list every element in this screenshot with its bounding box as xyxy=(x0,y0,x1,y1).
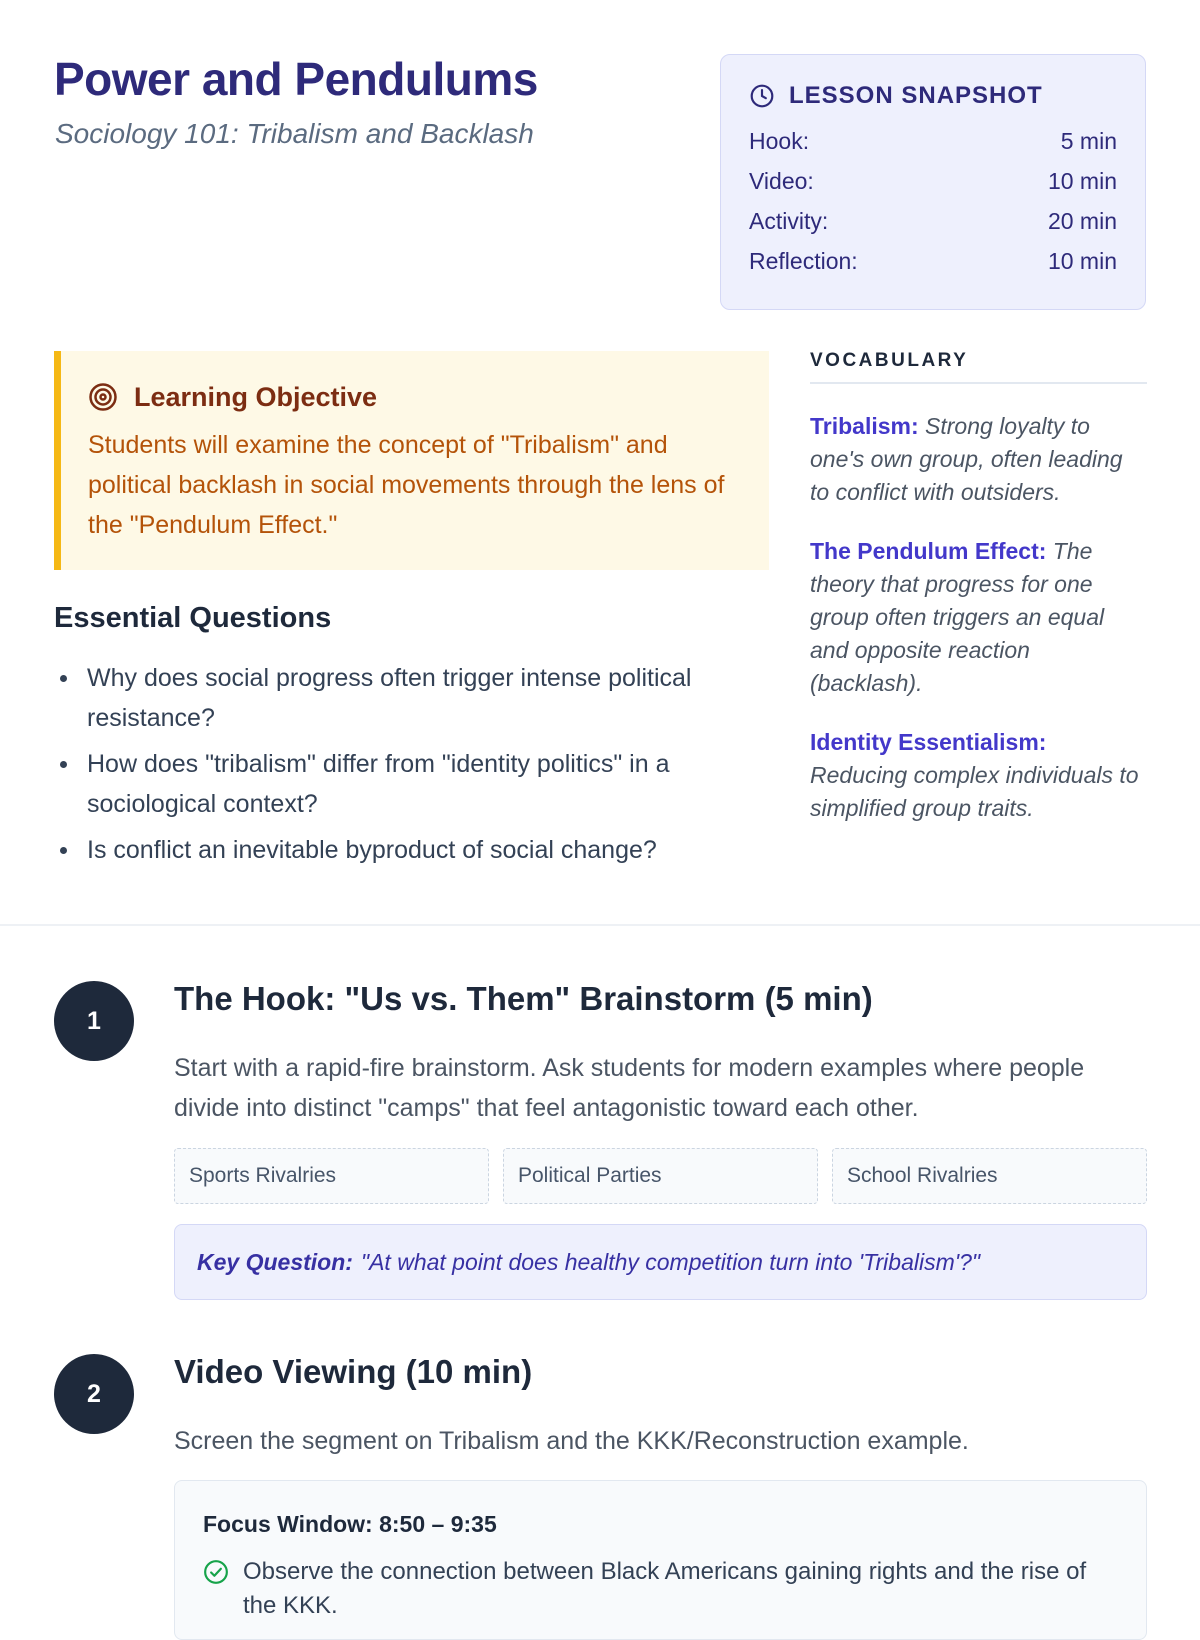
key-question-text: "At what point does healthy competition turn into 'Tribalism'?" xyxy=(360,1248,981,1275)
page-title: Power and Pendulums xyxy=(54,53,538,105)
learning-objective-box xyxy=(54,351,769,570)
check-circle-icon xyxy=(203,1559,229,1585)
snapshot-label: Activity: xyxy=(749,208,829,234)
key-question-box xyxy=(174,1224,1147,1300)
vocabulary-item xyxy=(810,535,1147,700)
list-item xyxy=(54,658,784,738)
bullet-icon xyxy=(60,675,67,682)
objective-title: Learning Objective xyxy=(134,381,378,412)
snapshot-label: Video: xyxy=(749,168,814,194)
snapshot-value: 20 min xyxy=(1047,208,1117,234)
page-subtitle: Sociology 101: Tribalism and Backlash xyxy=(55,118,534,149)
vocabulary-definition: Strong loyalty to one's own group, often leading to conflict with outsiders. xyxy=(810,413,1123,505)
focus-window-title: Focus Window: 8:50 – 9:35 xyxy=(203,1511,497,1537)
key-question-label: Key Question: xyxy=(197,1248,353,1275)
focus-window-box xyxy=(174,1480,1147,1640)
step-number-badge: 2 xyxy=(54,1354,134,1434)
vocabulary-term: Tribalism: xyxy=(810,413,919,439)
step-number-badge: 1 xyxy=(54,981,134,1061)
example-chips xyxy=(174,1148,1147,1204)
snapshot-row-reflection xyxy=(749,241,1117,281)
snapshot-label: Reflection: xyxy=(749,248,858,274)
snapshot-value: 10 min xyxy=(1047,248,1117,274)
list-item xyxy=(54,830,784,870)
step-title: The Hook: "Us vs. Them" Brainstorm (5 min) xyxy=(174,980,873,1017)
vocabulary-term: The Pendulum Effect: xyxy=(810,538,1047,564)
list-item xyxy=(54,744,784,824)
vocabulary-term: Identity Essentialism: xyxy=(810,729,1047,755)
example-chip: Sports Rivalries xyxy=(174,1148,489,1204)
lesson-snapshot-card xyxy=(720,54,1146,310)
snapshot-row-activity xyxy=(749,201,1117,241)
clock-icon xyxy=(749,83,775,109)
vocabulary-panel xyxy=(810,350,1147,825)
snapshot-header xyxy=(749,81,1117,111)
bullet-icon xyxy=(60,847,67,854)
focus-item-text: Observe the connection between Black Americans gaining rights and the rise of the KKK. xyxy=(243,1558,1087,1619)
vocabulary-item xyxy=(810,726,1147,825)
snapshot-row-hook xyxy=(749,121,1117,161)
step-description: Start with a rapid-fire brainstorm. Ask students for modern examples where people divide into distinct "camps" that feel antagonistic toward each other. xyxy=(174,1054,1085,1122)
snapshot-value: 5 min xyxy=(1060,128,1117,154)
snapshot-row-video xyxy=(749,161,1117,201)
section-divider xyxy=(0,924,1200,926)
question-text: Is conflict an inevitable byproduct of social change? xyxy=(87,836,657,864)
essential-questions-list xyxy=(54,658,784,876)
question-text: Why does social progress often trigger intense political resistance? xyxy=(87,664,692,732)
vocabulary-definition: Reducing complex individuals to simplified group traits. xyxy=(810,762,1139,821)
vocabulary-definition: The theory that progress for one group often triggers an equal and opposite reaction (backlash). xyxy=(810,538,1105,696)
snapshot-title: LESSON SNAPSHOT xyxy=(789,82,1043,109)
vocabulary-title: VOCABULARY xyxy=(810,350,1147,384)
example-chip: School Rivalries xyxy=(832,1148,1147,1204)
target-icon xyxy=(88,382,118,412)
bullet-icon xyxy=(60,761,67,768)
snapshot-label: Hook: xyxy=(749,128,810,154)
example-chip: Political Parties xyxy=(503,1148,818,1204)
question-text: How does "tribalism" differ from "identity politics" in a sociological context? xyxy=(87,750,670,818)
objective-text: Students will examine the concept of "Tribalism" and political backlash in social movements through the lens of the "Pendulum Effect." xyxy=(88,431,725,539)
step-description: Screen the segment on Tribalism and the KKK/Reconstruction example. xyxy=(174,1427,969,1455)
step-title: Video Viewing (10 min) xyxy=(174,1353,533,1390)
objective-header xyxy=(88,379,739,415)
snapshot-value: 10 min xyxy=(1047,168,1117,194)
focus-item xyxy=(203,1555,1118,1623)
essential-questions-title: Essential Questions xyxy=(54,602,332,634)
vocabulary-item xyxy=(810,410,1147,509)
